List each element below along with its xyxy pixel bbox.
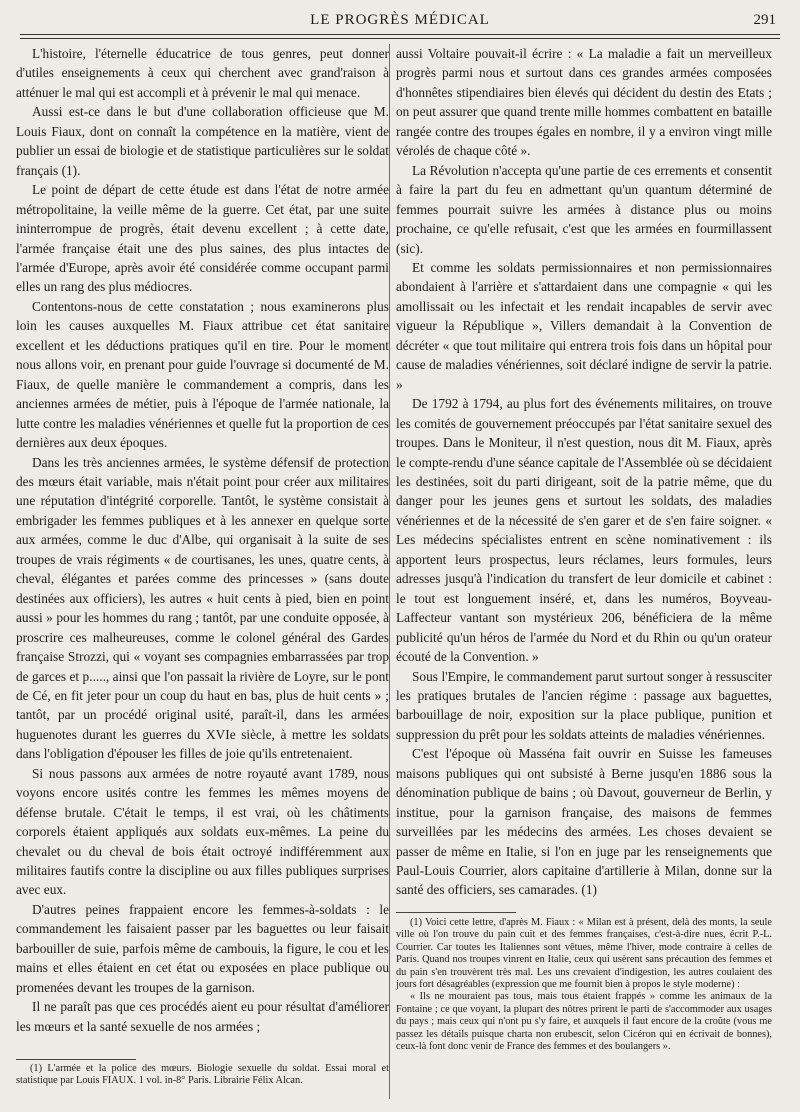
footnote-left — [16, 1063, 389, 1088]
footnote-rule — [396, 912, 516, 913]
paragraph: Il ne paraît pas que ces procédés aient eu pour résultat d'améliorer les mœurs et la santé sexuelle de nos armées ; — [16, 999, 389, 1034]
paragraph: C'est l'époque où Masséna fait ouvrir en Suisse les fameuses maisons publiques qui ont subsisté à Berne jusqu'en 1886 sous la dénomination publique de bains ; où Davout, gouverneur de Berlin, y institue, pour la garnison française, des maisons de femmes surveillées par les médecins des armées. Les choses devaient se passer de même en Italie, si l'on en juge par les renseignements que Paul-Louis Courrier, alors capitaine d'artillerie à Milan, donne sur la santé des officiers, ses camarades. (1) — [396, 746, 772, 898]
paragraph: Sous l'Empire, le commandement parut surtout songer à ressusciter les pratiques brutales de l'ancien régime : passage aux baguettes, barbouillage de noir, exposition sur la place publique, punition et suppression du prêt pour les soldats atteints de maladies vénériennes. — [396, 668, 772, 742]
paragraph: Aussi est-ce dans le but d'une collaboration officieuse que M. Louis Fiaux, dont on connaît la compétence en la matière, vient de publier un essai de biologie et de statistique particulières sur le soldat français (1). — [16, 104, 389, 178]
footnote-text: (1) Voici cette lettre, d'après M. Fiaux : « Milan est à présent, delà des monts, la seule ville où l'on trouve du pain cuit et des femmes françaises, c'est-à-dire nues, écrit P.-L. Courrier. Car toutes les Italiennes sont vêtues, même l'hiver, mode contraire à celles de Paris. Quand nos troupes vinrent en Italie, ceux qui usèrent sans précaution des femmes et du pain s'en trouvèrent très mal. Les uns crevaient d'indigestion, les autres coulaient des jours fort désagréables (expression que me fournit bien à propos le style moderne) : — [396, 917, 772, 991]
footnote-right — [396, 917, 772, 1053]
header-rule — [20, 34, 780, 39]
journal-title: LE PROGRÈS MÉDICAL — [310, 12, 490, 28]
paragraph: L'histoire, l'éternelle éducatrice de tous genres, peut donner d'utiles enseignements à ceux qui cherchent avec grand'raison à atténuer le mal qui est accompli et à prévenir le mal qui menace. — [16, 46, 389, 100]
paragraph: Si nous passons aux armées de notre royauté avant 1789, nous voyons encore usités contre les femmes les mêmes moyens de défense brutale. C'était le temps, il est vrai, où les châtiments corporels étaient appliqués aux soldats eux-mêmes. La peine du chevalet ou du cheval de bois était octroyé indifféremment aux militaires fautifs contre la discipline ou aux filles publiques surprises avec eux. — [16, 765, 389, 898]
paragraph: Contentons-nous de cette constatation ; nous examinerons plus loin les causes auxquelles M. Fiaux attribue cet état sanitaire excellent et les déductions pratiques qu'il en tire. Pour le moment nous allons voir, en prenant pour guide l'ouvrage si documenté de M. Fiaux, de quelle manière le commandement a compris, dans les anciennes armées de métier, puis à l'époque de l'armée nationale, la lutte contre les maladies vénériennes et quelle fut la proportion de ces dernières aux deux époques. — [16, 298, 389, 451]
paragraph: Et comme les soldats permissionnaires et non permissionnaires abondaient à l'arrière et s'attardaient dans une compagnie « qui les amollissait ou les infectait et les rendait incapables de servir avec vigueur la République », Villers demandait à la Convention de décréter « que tout militaire qui entrera trois fois dans un hôpital pour cause de maladies vénériennes, soit déclaré indigne de servir la patrie. » — [396, 259, 772, 392]
page-number: 291 — [753, 12, 776, 28]
footnote-text: « Ils ne mouraient pas tous, mais tous étaient frappés » comme les animaux de la Fontaine ; ce que voyant, la plupart des nôtres prirent le parti de s'accommoder aux usages du pays ; mais ceux qui n'ont pu s'y faire, et auxquels il faut encore de la croûte (vous me passez les détails puisque charta non erubescit, selon Cicéron qui en écrivait de bonnes), ceux-là font donc venir de France des femmes et des boulangers ». — [396, 991, 772, 1053]
footnote-text: (1) L'armée et la police des mœurs. Biologie sexuelle du soldat. Essai moral et statistique par Louis FIAUX. 1 vol. in-8° Paris. Librairie Félix Alcan. — [16, 1063, 389, 1087]
paragraph: Dans les très anciennes armées, le système défensif de protection des mœurs était variable, mais n'était point pour créer aux militaires une réputation d'intégrité corporelle. Tantôt, le système consistait à embrigader les femmes publiques et à les annexer en quelque sorte aux armées, comme le duc d'Albe, qui organisait à la suite de ses troupes de vrais régiments « de courtisanes, les unes, quatre cents, à cheval, élégantes et parées comme des princesses » (sans doute destinées aux officiers), les autres « huit cents à pied, bien en point aussi » pour les hommes du rang ; tantôt, par une conduite opposée, à proscrire ces malheureuses, comme le colonel général des Gardes française Strozzi, qui « voyant ses compagnies embarrassées par trop de garces et p....., ainsi que l'on passait la rivière de Loyre, sur le pont de Cé, en fit jeter pour un coup du haut en bas, plus de huit cents » ; tantôt, par un procédé original usité, paraît-il, dans les armées huguenotes durant les guerres du XVIe siècle, à mettre les soldats dans l'obligation d'épouser les filles de joie qu'ils entretenaient. — [16, 454, 389, 762]
paragraph: La Révolution n'accepta qu'une partie de ces errements et consentit à faire la part du feu en admettant qu'un quantum déterminé de femmes pourrait suivre les armées à distance plus ou moins prochaine, ce qu'elle refusait, c'est que les armées en fourmillassent (sic). — [396, 162, 772, 256]
paragraph: D'autres peines frappaient encore les femmes-à-soldats : le commandement les faisaient passer par les baguettes ou leur faisait barbouiller de suie, parfois même de cambouis, la figure, le cou et les mains et elles étaient en cet état ou exposées en place publique ou promenées devant les troupes de la garnison. — [16, 901, 389, 995]
paragraph: Le point de départ de cette étude est dans l'état de notre armée métropolitaine, la veille même de la guerre. Cet état, par une suite ininterrompue de progrès, était devenu excellent ; à cette date, l'armée française était une des plus saines, des plus intactes de l'armée d'Europe, après avoir été considérée comme occupant parmi elles un rang des plus médiocres. — [16, 182, 389, 295]
left-column — [16, 44, 389, 1036]
column-divider — [389, 44, 390, 1099]
paragraph: aussi Voltaire pouvait-il écrire : « La maladie a fait un merveilleux progrès parmi nous et surtout dans ces grandes armées composées d'honnêtes stipendiaires bien élevés qui décident du destin des Etats ; on peut assurer que quand trente mille hommes combattent en bataille rangée contre des troupes égales en nombre, il y a environ vingt mille vérolés de chaque côté ». — [396, 46, 772, 159]
paragraph: De 1792 à 1794, au plus fort des événements militaires, on trouve les comités de gouvernement préoccupés par l'état sanitaire sexuel des troupes. Dans le Moniteur, il n'est question, nous dit M. Fiaux, après le compte-rendu d'une séance capitale de l'Assemblée où se décidaient les destinées, soit du parti dirigeant, soit de la patrie même, que du danger pour les jeunes gens et surtout les soldats, des maladies vénériennes et de la nécessité de s'en garer et de s'en faire soigner. « Les médecins spécialistes entrent en scène nominativement : ils apportent leurs prospectus, leurs réclames, leurs formules, leurs adresses jusqu'à l'indication du transfert de leur domicile et cabinet : le tout est longuement inséré, et, dans les numéros, Boyveau-Laffecteur vantant son mystérieux 206, bénéficiera de la même publicité qu'un héros de l'armée du Nord et du Rhin ou qu'un orateur écouté de la Convention. » — [396, 396, 772, 665]
running-header — [20, 10, 780, 36]
right-column — [396, 44, 772, 900]
footnote-rule — [16, 1059, 136, 1060]
